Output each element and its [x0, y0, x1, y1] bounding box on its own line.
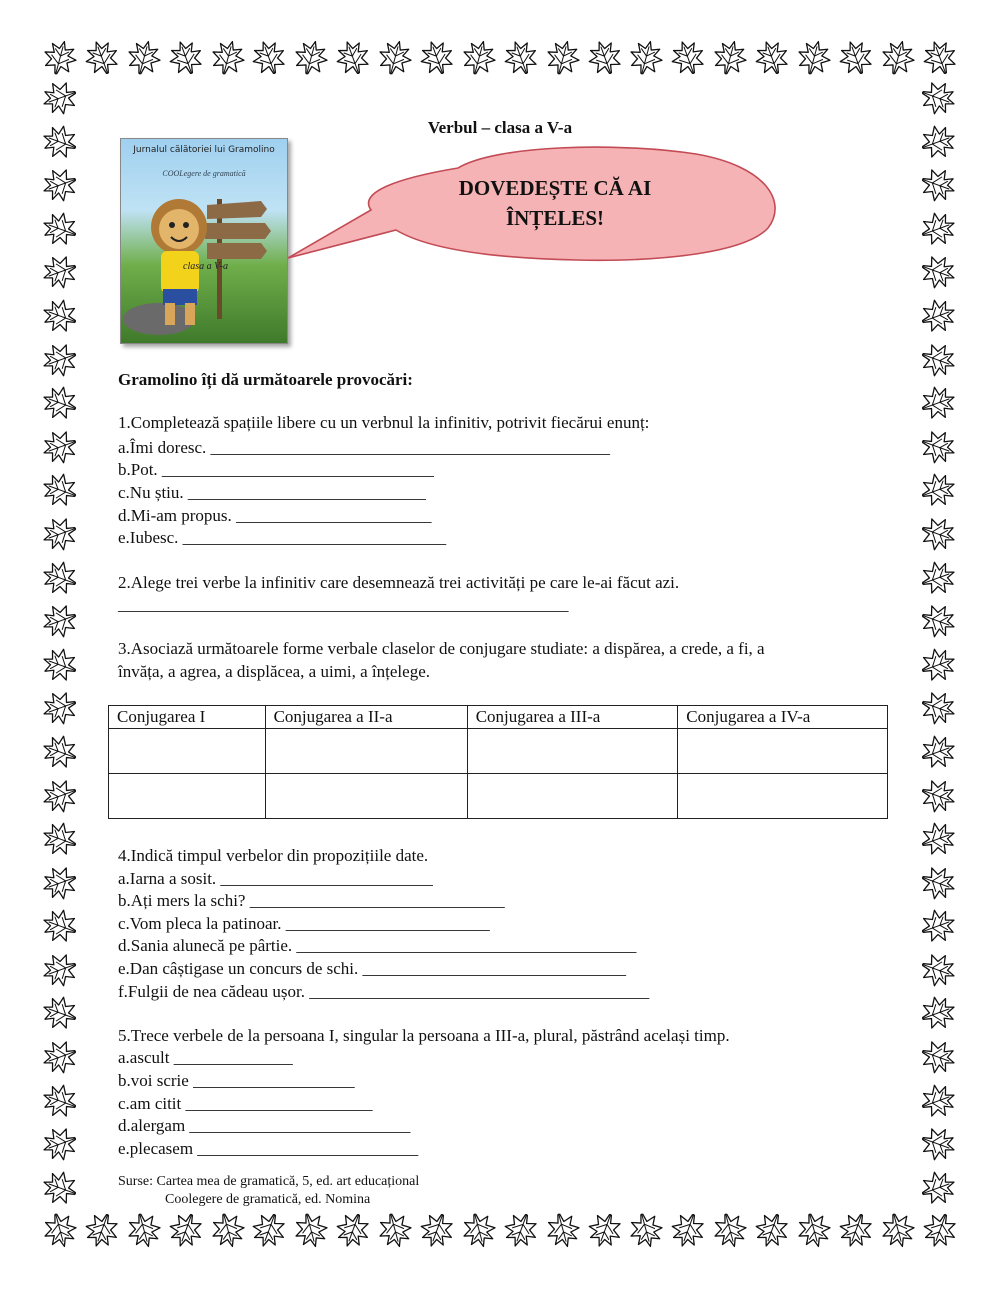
conjugation-cell[interactable] [678, 774, 888, 819]
leaf-border-icon [501, 38, 541, 78]
leaf-border-icon [752, 38, 792, 78]
leaf-border-icon [918, 470, 958, 510]
leaf-border-icon [40, 252, 80, 292]
exercise-3-prompt-line-2: învăța, a agrea, a displăcea, a uimi, a înțelege. [118, 662, 430, 681]
leaf-border-icon [918, 601, 958, 641]
page-border-left [38, 78, 82, 1208]
conjugation-cell[interactable] [467, 774, 678, 819]
exercise-1-item[interactable]: d.Mi-am propus. _______________________ [118, 506, 432, 525]
leaf-border-icon [918, 252, 958, 292]
leaf-border-icon [543, 38, 583, 78]
leaf-border-icon [375, 1210, 415, 1250]
leaf-border-icon [291, 1210, 331, 1250]
leaf-border-icon [752, 1210, 792, 1250]
leaf-border-icon [40, 645, 80, 685]
exercise-5-prompt: 5.Trece verbele de la persoana I, singular la persoana a III-a, plural, păstrând același timp. [118, 1026, 730, 1045]
leaf-border-icon [918, 209, 958, 249]
leaf-border-icon [918, 863, 958, 903]
leaf-border-icon [918, 906, 958, 946]
leaf-border-icon [918, 78, 958, 118]
leaf-border-icon [40, 906, 80, 946]
book-cover-subtitle: COOLegere de gramatică [162, 169, 246, 178]
leaf-border-icon [40, 1081, 80, 1121]
leaf-border-icon [82, 1210, 122, 1250]
conjugation-header: Conjugarea I [109, 706, 266, 729]
leaf-border-icon [417, 38, 457, 78]
leaf-border-icon [710, 1210, 750, 1250]
leaf-border-icon [918, 296, 958, 336]
conjugation-cell[interactable] [109, 729, 266, 774]
conjugation-cell[interactable] [678, 729, 888, 774]
leaf-border-icon [375, 38, 415, 78]
leaf-border-icon [918, 688, 958, 728]
leaf-border-icon [918, 1081, 958, 1121]
exercise-2-prompt: 2.Alege trei verbe la infinitiv care desemnează trei activități pe care le-ai făcut azi. [118, 573, 680, 592]
leaf-border-icon [249, 1210, 289, 1250]
leaf-border-icon [166, 38, 206, 78]
leaf-border-icon [40, 863, 80, 903]
leaf-border-icon [626, 38, 666, 78]
exercise-4-prompt: 4.Indică timpul verbelor din propozițiile date. [118, 846, 429, 865]
leaf-border-icon [918, 558, 958, 598]
leaf-border-icon [918, 819, 958, 859]
leaf-border-icon [668, 1210, 708, 1250]
conjugation-header: Conjugarea a IV-a [678, 706, 888, 729]
conjugation-table [108, 705, 888, 819]
leaf-border-icon [920, 1210, 960, 1250]
leaf-border-icon [918, 732, 958, 772]
exercise-1-item[interactable]: b.Pot. ________________________________ [118, 460, 434, 479]
exercise-1-item[interactable]: c.Nu știu. ____________________________ [118, 483, 426, 502]
page-border-right [916, 78, 960, 1208]
exercise-4-item[interactable]: c.Vom pleca la patinoar. ________________________ [118, 914, 490, 933]
leaf-border-icon [626, 1210, 666, 1250]
leaf-border-icon [836, 38, 876, 78]
leaf-border-icon [543, 1210, 583, 1250]
exercise-4-item[interactable]: f.Fulgii de nea cădeau ușor. ________________________________________ [118, 982, 650, 1001]
exercise-3-prompt-line-1: 3.Asociază următoarele forme verbale claselor de conjugare studiate: a dispărea, a crede, a fi, a [118, 639, 765, 658]
exercise-5-item[interactable]: e.plecasem __________________________ [118, 1139, 419, 1158]
leaf-border-icon [40, 1168, 80, 1208]
lion-mascot-illustration [121, 139, 287, 343]
book-cover-class: clasa a V-a [183, 261, 228, 272]
leaf-border-icon [40, 340, 80, 380]
leaf-border-icon [918, 514, 958, 554]
conjugation-table-header-row [109, 706, 888, 729]
leaf-border-icon [208, 38, 248, 78]
leaf-border-icon [249, 38, 289, 78]
conjugation-cell[interactable] [265, 774, 467, 819]
page-border-top [40, 36, 960, 80]
leaf-border-icon [124, 1210, 164, 1250]
leaf-border-icon [40, 993, 80, 1033]
leaf-border-icon [794, 1210, 834, 1250]
leaf-border-icon [40, 1210, 80, 1250]
exercise-4-item[interactable]: e.Dan câștigase un concurs de schi. _______________________________ [118, 959, 627, 978]
leaf-border-icon [40, 165, 80, 205]
exercise-5-item[interactable]: a.ascult ______________ [118, 1048, 293, 1067]
sources-line-2: Coolegere de gramatică, ed. Nomina [165, 1192, 371, 1207]
leaf-border-icon [878, 1210, 918, 1250]
leaf-border-icon [40, 296, 80, 336]
leaf-border-icon [40, 78, 80, 118]
leaf-border-icon [333, 1210, 373, 1250]
leaf-border-icon [918, 340, 958, 380]
leaf-border-icon [40, 470, 80, 510]
leaf-border-icon [40, 688, 80, 728]
leaf-border-icon [40, 514, 80, 554]
exercise-4-item[interactable]: b.Ați mers la schi? ______________________________ [118, 891, 505, 910]
leaf-border-icon [668, 38, 708, 78]
leaf-border-icon [40, 950, 80, 990]
conjugation-header: Conjugarea a III-a [467, 706, 678, 729]
leaf-border-icon [920, 38, 960, 78]
leaf-border-icon [40, 558, 80, 598]
exercise-5-item[interactable]: b.voi scrie ___________________ [118, 1071, 355, 1090]
intro-heading: Gramolino îți dă următoarele provocări: [118, 370, 413, 389]
leaf-border-icon [166, 1210, 206, 1250]
leaf-border-icon [918, 645, 958, 685]
speech-bubble-text [430, 173, 680, 233]
exercise-1-prompt: 1.Completează spațiile libere cu un verbnul la infinitiv, potrivit fiecărui enunț: [118, 413, 650, 432]
conjugation-header: Conjugarea a II-a [265, 706, 467, 729]
conjugation-cell[interactable] [265, 729, 467, 774]
conjugation-cell[interactable] [109, 774, 266, 819]
leaf-border-icon [459, 1210, 499, 1250]
leaf-border-icon [40, 383, 80, 423]
leaf-border-icon [40, 1124, 80, 1164]
leaf-border-icon [585, 1210, 625, 1250]
sources-line-1: Surse: Cartea mea de gramatică, 5, ed. art educațional [118, 1174, 420, 1189]
leaf-border-icon [417, 1210, 457, 1250]
book-cover-image [120, 138, 288, 344]
speech-bubble-line-2: ÎNȚELES! [505, 206, 605, 230]
leaf-border-icon [710, 38, 750, 78]
leaf-border-icon [82, 38, 122, 78]
leaf-border-icon [918, 427, 958, 467]
leaf-border-icon [124, 38, 164, 78]
exercise-1-item[interactable]: a.Îmi doresc. _______________________________________________ [118, 438, 611, 457]
leaf-border-icon [836, 1210, 876, 1250]
leaf-border-icon [459, 38, 499, 78]
conjugation-table-row [109, 729, 888, 774]
leaf-border-icon [333, 38, 373, 78]
leaf-border-icon [40, 209, 80, 249]
leaf-border-icon [40, 732, 80, 772]
book-cover-title: Jurnalul călătoriei lui Gramolino [133, 145, 275, 155]
leaf-border-icon [918, 383, 958, 423]
page-border-bottom [40, 1208, 960, 1252]
leaf-border-icon [918, 165, 958, 205]
leaf-border-icon [878, 38, 918, 78]
leaf-border-icon [918, 1124, 958, 1164]
leaf-border-icon [501, 1210, 541, 1250]
conjugation-table-row [109, 774, 888, 819]
leaf-border-icon [918, 993, 958, 1033]
speech-bubble-line-1: DOVEDEȘTE CĂ AI [458, 176, 652, 200]
leaf-border-icon [40, 38, 80, 78]
conjugation-cell[interactable] [467, 729, 678, 774]
leaf-border-icon [794, 38, 834, 78]
exercise-5-item[interactable]: d.alergam __________________________ [118, 1116, 411, 1135]
leaf-border-icon [585, 38, 625, 78]
leaf-border-icon [40, 819, 80, 859]
worksheet-title: Verbul – clasa a V-a [427, 118, 573, 137]
exercise-1-item[interactable]: e.Iubesc. _______________________________ [118, 528, 447, 547]
leaf-border-icon [40, 1037, 80, 1077]
leaf-border-icon [208, 1210, 248, 1250]
leaf-border-icon [40, 427, 80, 467]
leaf-border-icon [291, 38, 331, 78]
leaf-border-icon [918, 1168, 958, 1208]
leaf-border-icon [918, 776, 958, 816]
leaf-border-icon [918, 950, 958, 990]
leaf-border-icon [918, 1037, 958, 1077]
exercise-4-item[interactable]: a.Iarna a sosit. _________________________ [118, 869, 433, 888]
leaf-border-icon [40, 601, 80, 641]
exercise-5-item[interactable]: c.am citit ______________________ [118, 1094, 373, 1113]
leaf-border-icon [40, 776, 80, 816]
exercise-2-answer-line[interactable]: _____________________________________________________ [118, 595, 569, 614]
exercise-4-item[interactable]: d.Sania alunecă pe pârtie. ________________________________________ [118, 936, 637, 955]
